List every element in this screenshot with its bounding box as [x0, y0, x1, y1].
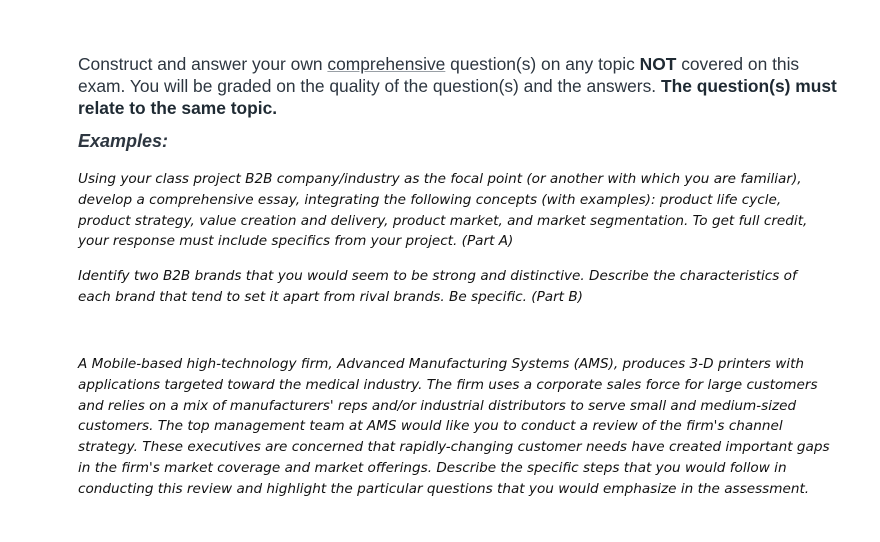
intro-bold-requirement: The question(s) must relate to the same topic. — [78, 76, 837, 118]
intro-text-5: covered on this exam. You will be graded on the quality of the question(s) and the answers. — [78, 54, 800, 96]
intro-paragraph — [78, 53, 838, 119]
example-question-part-a: Using your class project B2B company/industry as the focal point (or another with which you are familiar), develop a comprehensive essay, integrating the following concepts (with examples): product life cycle, product strategy, value creation and delivery, product market, and market segmentation. To get full credit, your response must include specifics from your project. (Part A) — [78, 171, 808, 250]
intro-text-1: Construct and answer your own — [78, 54, 328, 74]
intro-underlined-word: comprehensive — [327, 54, 446, 74]
intro-text-3: question(s) on any topic — [445, 54, 640, 74]
example-question-ams-case: A Mobile-based high-technology firm, Advanced Manufacturing Systems (AMS), produces 3-D printers with applications targeted toward the medical industry. The firm uses a corporate sales force for large customers and relies on a mix of manufacturers' reps and/or industrial distributors to serve small and medium-sized customers. The top management team at AMS would like you to conduct a review of the firm's channel strategy. These executives are concerned that rapidly-changing customer needs have created important gaps in the firm's market coverage and market offerings. Describe the specific steps that you would follow in conducting this review and highlight the particular questions that you would emphasize in the assessment. — [78, 356, 830, 497]
example-question-part-b: Identify two B2B brands that you would seem to be strong and distinctive. Describe the characteristics of each brand that tend to set it apart from rival brands. Be specific. (Part B) — [78, 268, 797, 305]
intro-bold-not: NOT — [639, 54, 677, 74]
examples-heading: Examples: — [78, 131, 169, 151]
